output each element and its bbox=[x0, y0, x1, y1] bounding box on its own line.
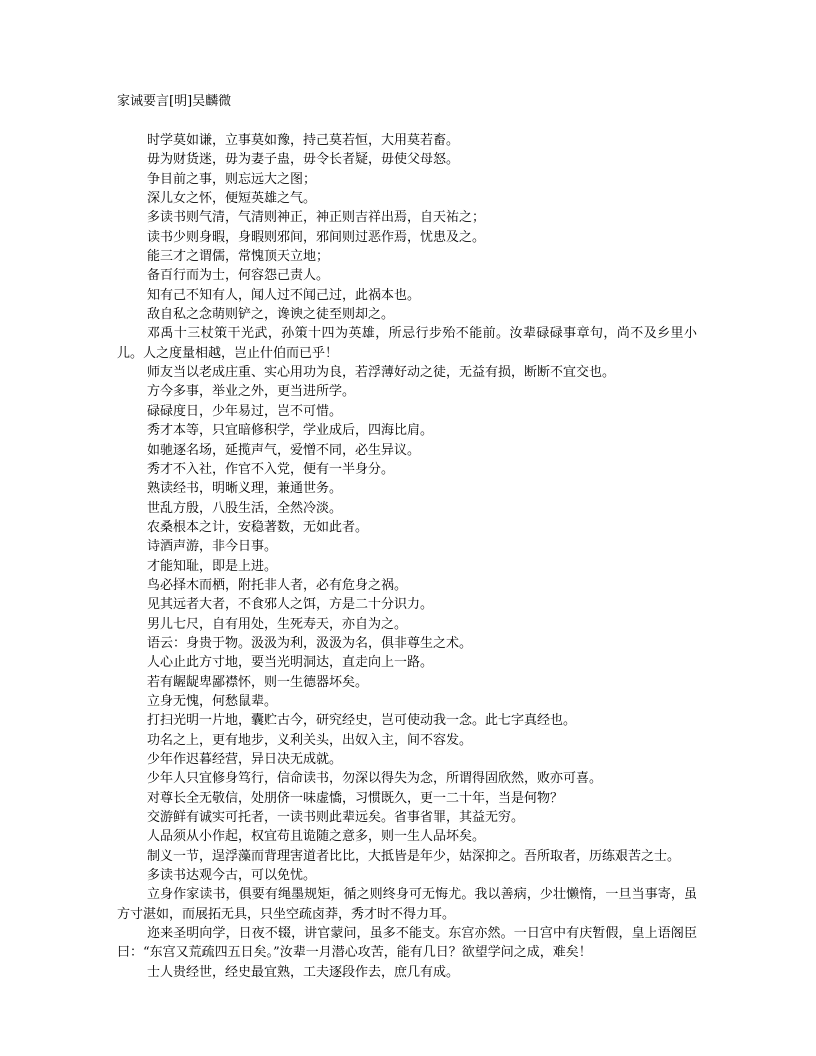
paragraph: 功名之上，更有地步，义利关头，出奴入主，间不容发。 bbox=[147, 732, 473, 748]
paragraph: 交游鲜有诚实可托者，一读书则此辈远矣。省事省罪，其益无穷。 bbox=[147, 810, 525, 826]
paragraph: 若有龌龊卑鄙襟怀，则一生德器坏矣。 bbox=[147, 674, 369, 690]
paragraph: 农桑根本之计，安稳著数，无如此者。 bbox=[147, 519, 369, 535]
paragraph: 知有己不知有人，闻人过不闻己过，此祸本也。 bbox=[147, 287, 421, 303]
paragraph: 能三才之谓儒，常愧顶天立地； bbox=[147, 249, 330, 265]
paragraph: 人心止此方寸地，要当光明洞达，直走向上一路。 bbox=[147, 655, 434, 671]
paragraph: 人品须从小作起，权宜苟且诡随之意多，则一生人品坏矣。 bbox=[147, 829, 486, 845]
paragraph: 少年人只宜修身笃行，信命读书，勿深以得失为念，所谓得固欣然，败亦可喜。 bbox=[147, 771, 603, 787]
paragraph: 备百行而为士，何容怨己责人。 bbox=[147, 268, 330, 284]
paragraph: 对尊长全无敬信，处朋侪一味虚憍，习惯既久，更一二十年，当是何物？ bbox=[147, 790, 564, 806]
paragraph: 立身无愧，何愁鼠辈。 bbox=[147, 693, 278, 709]
paragraph: 邓禹十三杖策干光武，孙策十四为英雄，所忌行步殆不能前。汝辈碌碌事章句，尚不及乡里小儿。人之度量相越，岂止什伯而已乎！ bbox=[117, 326, 697, 361]
paragraph: 鸟必择木而栖，附托非人者，必有危身之祸。 bbox=[147, 577, 408, 593]
paragraph: 师友当以老成庄重、实心用功为良，若浮薄好动之徒，无益有损，断断不宜交也。 bbox=[147, 365, 616, 381]
paragraph: 碌碌度日，少年易过，岂不可惜。 bbox=[147, 403, 343, 419]
paragraph: 毋为财货迷，毋为妻子蛊，毋令长者疑，毋使父母怒。 bbox=[147, 152, 460, 168]
paragraph: 争目前之事，则忘远大之图； bbox=[147, 171, 317, 187]
paragraph: 深儿女之怀，便短英雄之气。 bbox=[147, 191, 317, 207]
paragraph: 诗酒声游，非今日事。 bbox=[147, 539, 278, 555]
paragraph: 读书少则身暇，身暇则邪间，邪间则过恶作焉，忧患及之。 bbox=[147, 229, 486, 245]
paragraph: 方今多事，举业之外，更当进所学。 bbox=[147, 384, 356, 400]
paragraph: 语云：身贵于物。汲汲为利，汲汲为名，俱非尊生之术。 bbox=[147, 635, 473, 651]
paragraph: 才能知耻，即是上进。 bbox=[147, 558, 278, 574]
paragraph: 秀才本等，只宜暗修积学，学业成后，四海比肩。 bbox=[147, 423, 434, 439]
paragraph: 如驰逐名场，延揽声气，爱憎不同，必生异议。 bbox=[147, 442, 421, 458]
paragraph: 时学莫如谦，立事莫如豫，持己莫若恒，大用莫若畜。 bbox=[147, 133, 460, 148]
paragraph: 立身作家读书，俱要有绳墨规矩，循之则终身可无悔尤。我以善病，少壮懒惰，一旦当事寄，虽方寸湛如，而展拓无具，只坐空疏卤莽，秀才时不得力耳。 bbox=[117, 887, 697, 922]
paragraph: 多读书则气清，气清则神正，神正则吉祥出焉，自天祐之； bbox=[147, 210, 486, 226]
paragraph: 熟读经书，明晰义理，兼通世务。 bbox=[147, 481, 343, 497]
document-body bbox=[117, 131, 697, 982]
paragraph: 秀才不入社，作官不入党，便有一半身分。 bbox=[147, 461, 395, 477]
paragraph: 迩来圣明向学，日夜不辍，讲官蒙问，虽多不能支。东宫亦然。一日宫中有庆暂假，皇上语阁臣曰：“东宫又荒疏四五日矣。”汝辈一月潜心攻苦，能有几日？欲望学问之成，难矣！ bbox=[117, 926, 697, 961]
paragraph: 世乱方殷，八股生活，全然冷淡。 bbox=[147, 500, 343, 516]
paragraph: 士人贵经世，经史最宜熟，工夫逐段作去，庶几有成。 bbox=[147, 964, 460, 980]
paragraph: 敌自私之念萌则铲之，谗谀之徒至则却之。 bbox=[147, 307, 395, 323]
document-title: 家诫要言[明]吴麟微 bbox=[117, 94, 232, 109]
paragraph: 男儿七尺，自有用处，生死寿天，亦自为之。 bbox=[147, 616, 408, 632]
paragraph: 少年作迟暮经营，异日决无成就。 bbox=[147, 752, 343, 767]
paragraph: 多读书达观今古，可以免忧。 bbox=[147, 868, 317, 884]
paragraph: 见其远者大者，不食邪人之饵，方是二十分识力。 bbox=[147, 597, 434, 613]
paragraph: 制义一节，逞浮藻而背理害道者比比，大抵皆是年少，姑深抑之。吾所取者，历练艰苦之士。 bbox=[147, 848, 681, 864]
paragraph: 打扫光明一片地，囊贮古今，研究经史，岂可使动我一念。此七字真经也。 bbox=[147, 713, 577, 729]
